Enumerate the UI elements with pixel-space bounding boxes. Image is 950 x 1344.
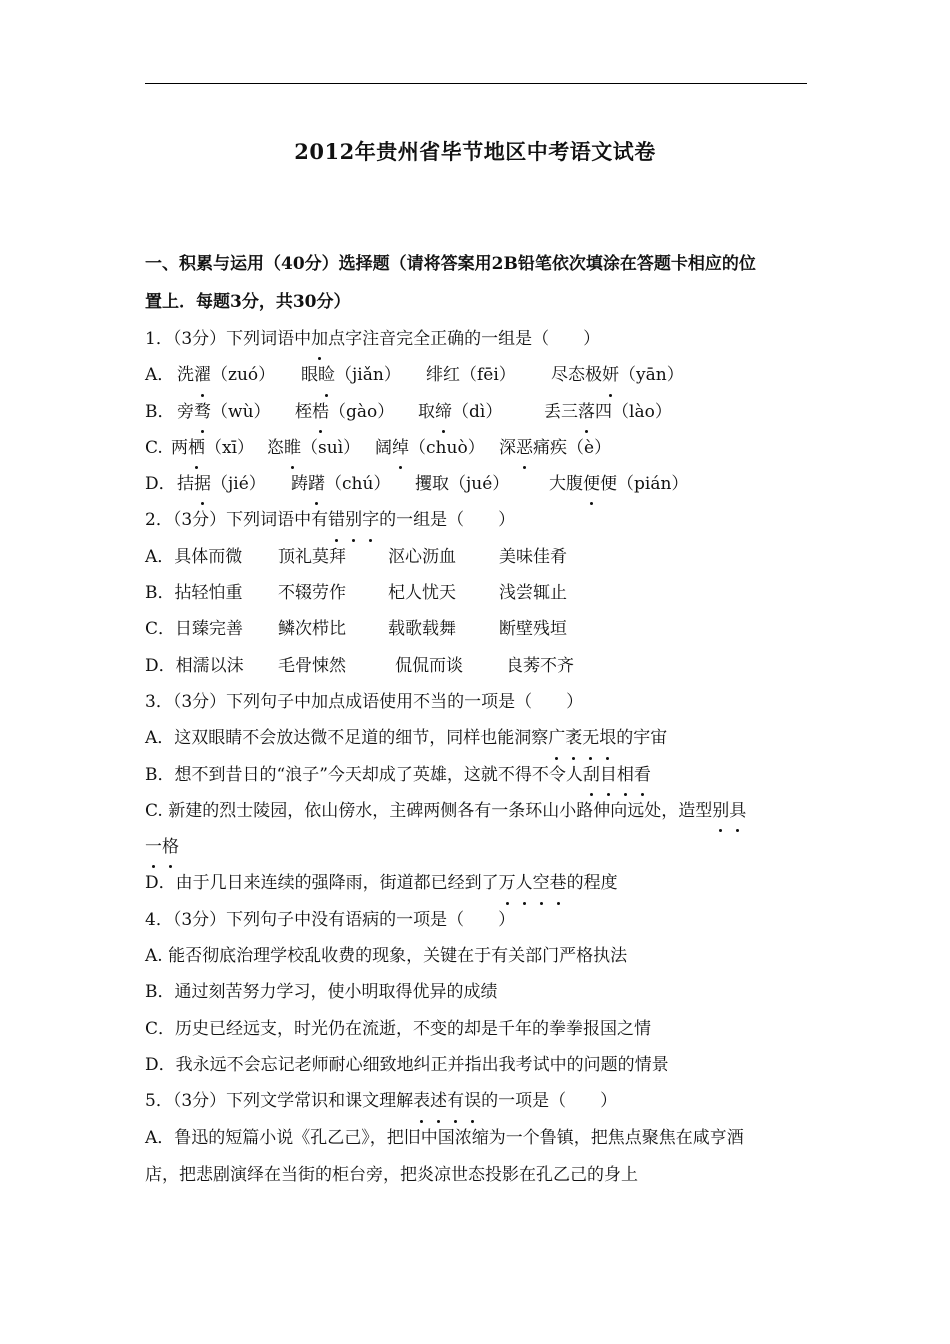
option-item: 良莠不齐 [506, 655, 574, 676]
question-2-option-c [145, 611, 810, 647]
option-item: 丢三落四（lào） [544, 394, 672, 430]
option-item: 恣睢（suì） [267, 430, 375, 466]
option-item: 踌躇（chú） [291, 466, 415, 502]
option-item: 鳞次栉比 [278, 619, 346, 640]
emphasis-char: 相 [617, 757, 634, 793]
emphasis-char: 人 [516, 865, 533, 901]
emphasis-char: 错 [328, 502, 345, 538]
option-item: B．拈轻怕重 [145, 583, 243, 604]
emphasis-char: 缔 [435, 394, 452, 430]
emphasis-char: 便 [583, 466, 600, 502]
option-item: 沤心沥血 [388, 546, 456, 567]
option-item: 取缔（dì） [418, 394, 544, 430]
option-item: 载歌载舞 [388, 619, 456, 640]
option-item: 桎梏（gào） [295, 394, 418, 430]
option-item: 断壁残垣 [499, 619, 567, 640]
emphasis-char: 栖 [188, 430, 205, 466]
question-2-stem: 2．（3分）下列词语中有错别字的一组是（ ） [145, 502, 810, 538]
option-item: 攫取（jué） [415, 474, 510, 495]
emphasis-char: 巷 [550, 865, 567, 901]
question-2-option-a [145, 539, 810, 575]
question-3-option-d: D．由于几日来连续的强降雨，街道都已经到了万人空巷的程度 [145, 865, 810, 901]
document-title: 2012年贵州省毕节地区中考语文试卷 [294, 139, 656, 164]
option-item: 美味佳肴 [499, 546, 567, 567]
emphasis-char: 具 [729, 793, 746, 829]
option-item: 绯红（fēi） [426, 365, 516, 386]
option-item: 侃侃而谈 [395, 655, 463, 676]
question-5-stem: 5．（3分）下列文学常识和课文理解表述有误的一项是（ ） [145, 1083, 810, 1119]
option-item: 毛骨悚然 [278, 655, 346, 676]
option-item: 顶礼莫拜 [278, 546, 346, 567]
question-1-option-a [145, 357, 810, 393]
section-heading-line: 置上．每题3分，共30分） [145, 291, 351, 312]
question-1-stem: 1．（3分）下列词语中加点字注音完全正确的一组是（ ） [145, 321, 810, 357]
header-rule [145, 83, 807, 84]
option-item: 阔绰（chuò） [375, 430, 499, 466]
question-4-option-d: D．我永远不会忘记老师耐心细致地纠正并指出我考试中的问题的情景 [145, 1054, 669, 1075]
emphasis-char: 睑 [318, 357, 335, 393]
emphasis-char: 绰 [392, 430, 409, 466]
option-item: 拮据（jié） [177, 466, 291, 502]
emphasis-char: 落 [578, 394, 595, 430]
question-3-option-c: C. 新建的烈士陵园，依山傍水，主碑两侧各有一条环山小路伸向远处，造型别具 [145, 793, 810, 829]
emphasis-char: 一 [145, 829, 162, 865]
emphasis-char: 妍 [602, 357, 619, 393]
question-4-stem: 4．（3分）下列句子中没有语病的一项是（ ） [145, 909, 516, 930]
question-1-option-c [145, 430, 810, 466]
document-body [145, 246, 810, 1195]
emphasis-char: 躇 [308, 466, 325, 502]
emphasis-char: 濯 [194, 357, 211, 393]
question-4-option-b: B．通过刻苦努力学习，使小明取得优异的成绩 [145, 982, 498, 1003]
option-label: C. [145, 437, 163, 458]
question-5-option-a: A．鲁迅的短篇小说《孔乙己》，把旧中国浓缩为一个鲁镇，把焦点聚焦在咸亨酒 [145, 1127, 744, 1148]
question-2-option-b [145, 575, 810, 611]
option-item: 两栖（xī） [171, 430, 267, 466]
option-item: C．日臻完善 [145, 619, 244, 640]
option-item: 眼睑（jiǎn） [301, 357, 426, 393]
emphasis-char: 刮 [583, 757, 600, 793]
emphasis-char: 梏 [312, 394, 329, 430]
option-item: 杞人忧天 [388, 583, 456, 604]
option-item: 尽态极妍（yān） [551, 357, 684, 393]
emphasis-char: 空 [533, 865, 550, 901]
emphasis-char: 别 [712, 793, 729, 829]
emphasis-char: 广 [548, 720, 565, 756]
emphasis-char: 别 [345, 502, 362, 538]
option-item: A．具体而微 [145, 546, 243, 567]
emphasis-char: 睢 [284, 430, 301, 466]
option-item: 浅尝辄止 [499, 583, 567, 604]
option-item: 不辍劳作 [278, 583, 346, 604]
emphasis-char: 垠 [599, 720, 616, 756]
question-5-option-a-cont: 店，把悲剧演绎在当街的柜台旁，把炎凉世态投影在孔乙己的身上 [145, 1165, 638, 1186]
question-3-stem: 3．（3分）下列句子中加点成语使用不当的一项是（ ） [145, 691, 584, 712]
question-1-option-d [145, 466, 810, 502]
option-item: 洗濯（zuó） [177, 357, 301, 393]
question-1-option-b [145, 394, 810, 430]
emphasis-char: 加 [311, 321, 328, 357]
section-heading-line: 一、积累与运用（40分）选择题（请将答案用2B铅笔依次填涂在答题卡相应的位 [145, 254, 756, 274]
option-item: D．相濡以沫 [145, 655, 244, 676]
emphasis-char: 目 [600, 757, 617, 793]
emphasis-char: 误 [464, 1083, 481, 1119]
option-label: D． [145, 474, 176, 495]
emphasis-char: 表 [413, 1083, 430, 1119]
option-label: B． [145, 401, 175, 422]
emphasis-char: 恶 [516, 430, 533, 466]
question-4-option-a: A. 能否彻底治理学校乱收费的现象，关键在于有关部门严格执法 [145, 946, 628, 967]
question-4-option-c: C．历史已经远支，时光仍在流逝，不变的却是千年的拳拳报国之情 [145, 1018, 652, 1039]
emphasis-char: 骛 [194, 394, 211, 430]
option-item: 深恶痛疾（è） [499, 430, 611, 466]
emphasis-char: 有 [447, 1083, 464, 1119]
question-3-option-a: A．这双眼睛不会放达微不足道的细节，同样也能洞察广袤无垠的宇宙 [145, 720, 810, 756]
emphasis-char: 字 [362, 502, 379, 538]
emphasis-char: 格 [162, 829, 179, 865]
question-3-option-b: B．想不到昔日的“浪子”今天却成了英雄，这就不得不令人刮目相看 [145, 757, 810, 793]
emphasis-char: 看 [634, 757, 651, 793]
option-label: A． [145, 365, 175, 386]
emphasis-char: 袤 [565, 720, 582, 756]
option-item: 旁骛（wù） [177, 394, 295, 430]
emphasis-char: 据 [194, 466, 211, 502]
question-2-option-d [145, 648, 810, 684]
emphasis-char: 万 [499, 865, 516, 901]
option-item: 大腹便便（pián） [549, 466, 688, 502]
emphasis-char: 无 [582, 720, 599, 756]
question-3-option-c-cont [145, 829, 810, 865]
emphasis-char: 述 [430, 1083, 447, 1119]
